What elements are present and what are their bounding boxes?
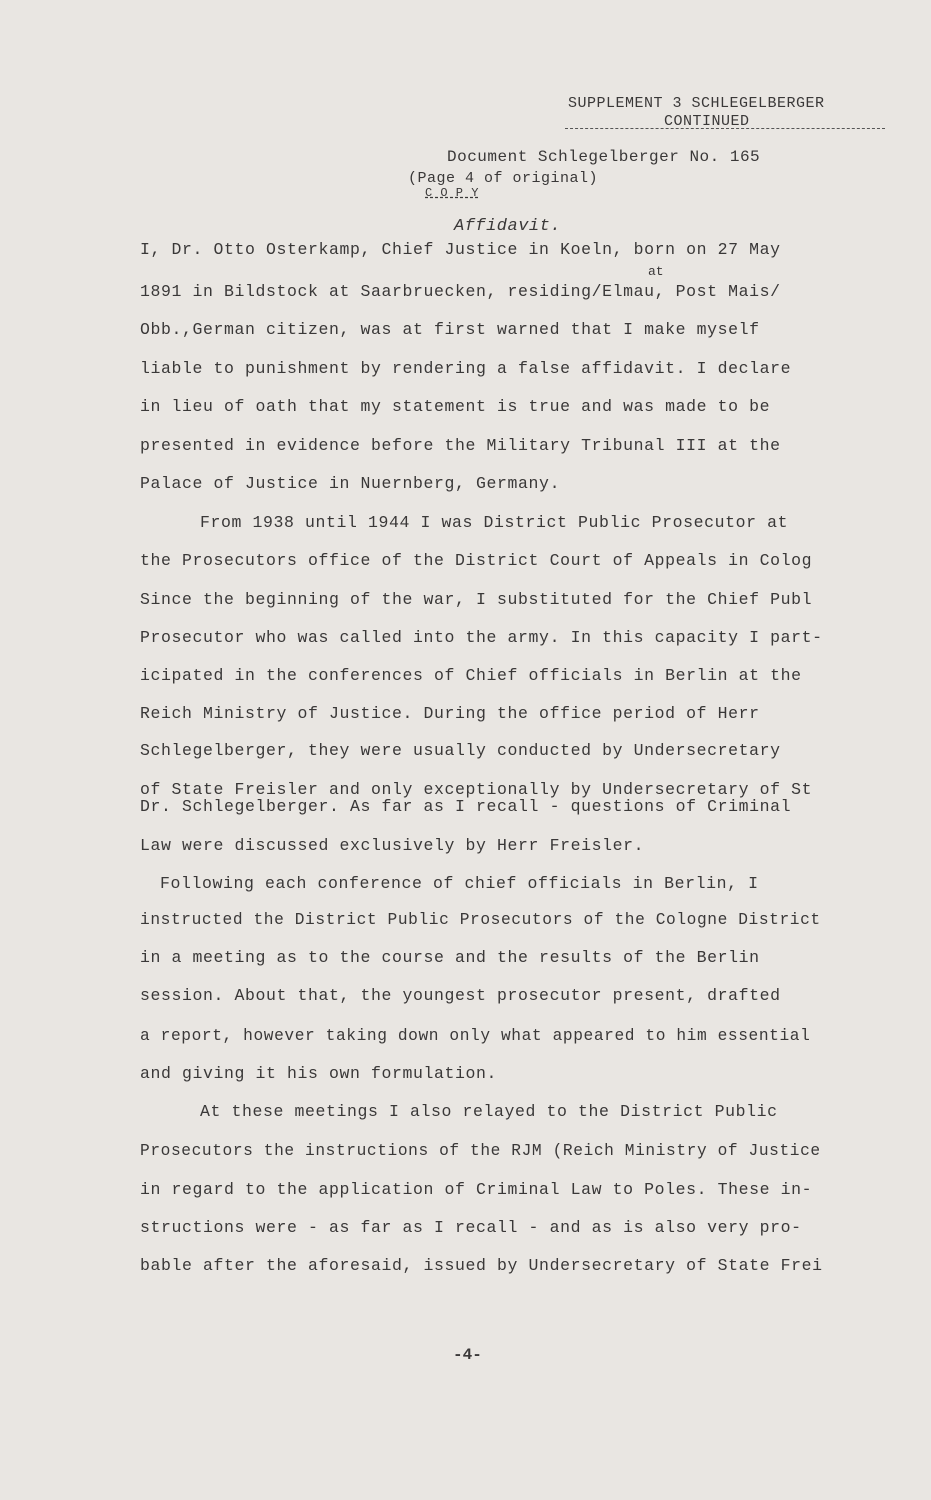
body-line-12: icipated in the conferences of Chief officials in Berlin at the [140, 666, 802, 685]
continued-label: CONTINUED [664, 113, 750, 130]
body-line-25: Prosecutors the instructions of the RJM (Reich Ministry of Justice [140, 1142, 821, 1160]
affidavit-title: Affidavit. [454, 217, 562, 236]
insertion-at: at [648, 264, 664, 279]
header-rule [565, 128, 885, 129]
body-line-17: Law were discussed exclusively by Herr Freisler. [140, 836, 645, 855]
body-line-10: Since the beginning of the war, I substituted for the Chief Publ [140, 590, 813, 609]
document-number: Document Schlegelberger No. 165 [447, 148, 761, 166]
body-line-19: instructed the District Public Prosecutors of the Cologne District [140, 911, 821, 929]
body-line-14: Schlegelberger, they were usually conducted by Undersecretary [140, 741, 781, 760]
body-line-1: I, Dr. Otto Osterkamp, Chief Justice in Koeln, born on 27 May [140, 240, 781, 259]
body-line-23: and giving it his own formulation. [140, 1064, 498, 1083]
page-reference: (Page 4 of original) [408, 170, 599, 187]
body-line-9: the Prosecutors office of the District Court of Appeals in Colog [140, 551, 813, 570]
body-line-22: a report, however taking down only what appeared to him essential [140, 1027, 811, 1045]
body-line-27: structions were - as far as I recall - and as is also very pro- [140, 1218, 802, 1237]
body-line-21: session. About that, the youngest prosecutor present, drafted [140, 986, 781, 1005]
body-line-3: Obb.,German citizen, was at first warned that I make myself [140, 320, 760, 339]
body-line-4: liable to punishment by rendering a false affidavit. I declare [140, 359, 792, 378]
body-line-11: Prosecutor who was called into the army. In this capacity I part- [140, 628, 823, 647]
body-line-26: in regard to the application of Criminal Law to Poles. These in- [140, 1180, 813, 1199]
supplement-heading: SUPPLEMENT 3 SCHLEGELBERGER [568, 95, 825, 112]
page-number: -4- [453, 1346, 482, 1364]
body-line-13: Reich Ministry of Justice. During the office period of Herr [140, 704, 760, 723]
body-line-20: in a meeting as to the course and the results of the Berlin [140, 948, 760, 967]
body-line-24: At these meetings I also relayed to the District Public [200, 1102, 778, 1121]
body-line-5: in lieu of oath that my statement is true and was made to be [140, 397, 771, 416]
body-line-16: Dr. Schlegelberger. As far as I recall - questions of Criminal [140, 797, 792, 816]
copy-marker: C O P Y [425, 186, 479, 200]
body-line-7: Palace of Justice in Nuernberg, Germany. [140, 474, 561, 493]
body-line-6: presented in evidence before the Military Tribunal III at the [140, 436, 781, 455]
body-line-2: 1891 in Bildstock at Saarbruecken, residing/Elmau, Post Mais/ [140, 282, 781, 301]
body-line-18: Following each conference of chief officials in Berlin, I [160, 874, 759, 893]
body-line-28: bable after the aforesaid, issued by Undersecretary of State Frei [140, 1256, 823, 1275]
body-line-8: From 1938 until 1944 I was District Public Prosecutor at [200, 513, 789, 532]
body-line-15: of State Freisler and only exceptionally by Undersecretary of St [140, 780, 813, 799]
